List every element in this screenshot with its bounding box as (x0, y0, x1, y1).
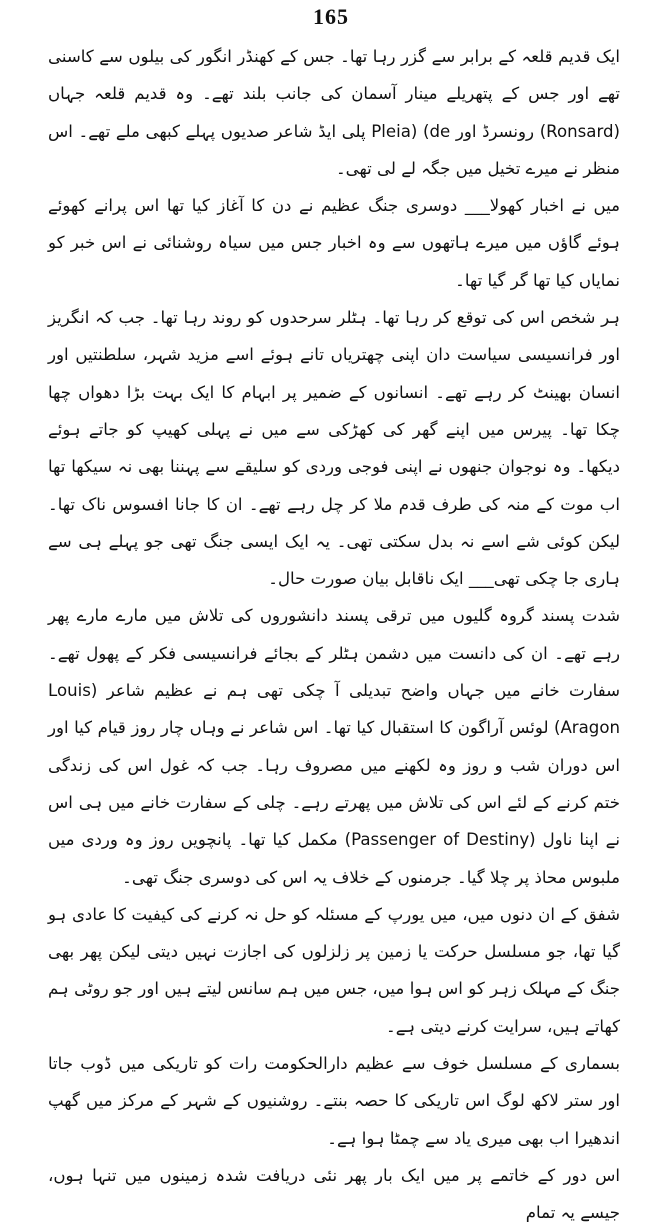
paragraph-text: ایک قدیم قلعہ کے برابر سے گزر رہا تھا۔ جس کے کھنڈر انگور کی بیلوں سے کاسنی تھے اور جس کے پتھریلے مینار آسمان کی جانب بلند تھے۔ وہ قدیم قلعہ جہاں (Ronsard) رونسرڈ اور Pleia) (de پلی ایڈ شاعر صدیوں پہلے کبھی ملے تھے۔ اس منظر نے میرے تخیل میں جگہ لے لی تھی۔ (48, 47, 620, 178)
paragraph (48, 299, 620, 597)
paragraph (48, 38, 620, 187)
paragraph (48, 1045, 620, 1157)
paragraph (48, 896, 620, 1045)
paragraph (48, 1157, 620, 1232)
paragraph-text: اس دور کے خاتمے پر میں ایک بار پھر نئی دریافت شدہ زمینوں میں تنہا ہوں، جیسے یہ تمام (48, 1165, 620, 1223)
paragraph (48, 597, 620, 895)
page-body (48, 38, 620, 1232)
paragraph-text: میں نے اخبار کھولا___ دوسری جنگ عظیم نے دن کا آغاز کیا تھا اس پرانے کھوئے ہوئے گاؤں میں میرے ہاتھوں سے وہ اخبار جس میں سیاہ روشنائی نے اس خبر کو نمایاں کیا تھا گر گیا تھا۔ (48, 196, 620, 290)
paragraph-text: بسماری کے مسلسل خوف سے عظیم دارالحکومت رات کو تاریکی میں ڈوب جاتا اور ستر لاکھ لوگ اس تاریکی کا حصہ بنتے۔ روشنیوں کے شہر کے مرکز میں گھپ اندھیرا اب بھی میری یاد سے چمٹا ہوا ہے۔ (48, 1054, 620, 1148)
page-number: 165 (313, 4, 349, 29)
paragraph-text: شفق کے ان دنوں میں، میں یورپ کے مسئلہ کو حل نہ کرنے کی کیفیت کا عادی ہو گیا تھا، جو مسلسل حرکت یا زمین پر زلزلوں کی اجازت نہیں دیتی لیکن پھر بھی جنگ کے مہلک زہر کو اس ہوا میں، جس میں ہم سانس لیتے ہیں اور جو روٹی ہم کھاتے ہیں، سرایت کرنے دیتی ہے۔ (48, 904, 620, 1036)
paragraph-text: شدت پسند گروہ گلیوں میں ترقی پسند دانشوروں کی تلاش میں مارے مارے پھر رہے تھے۔ ان کی دانست میں دشمن ہٹلر کے بجائے فرانسیسی فکر کے پھول تھے۔ سفارت خانے میں جہاں واضح تبدیلی آ چکی تھی ہم نے عظیم شاعر (Louis Aragon) لوئس آراگون کا استقبال کیا تھا۔ اس شاعر نے وہاں چار روز قیام کیا اور اس دوران شب و روز وہ لکھنے میں مصروف رہا۔ جب کہ غول اس کی زندگی ختم کرنے کے لئے اس کی تلاش میں پھرتے رہے۔ چلی کے سفارت خانے میں ہی اس نے اپنا ناول (Passenger of Destiny) مکمل کیا تھا۔ پانچویں روز وہ وردی میں ملبوس محاذ پر چلا گیا۔ جرمنوں کے خلاف یہ اس کی دوسری جنگ تھی۔ (48, 606, 620, 887)
paragraph (48, 187, 620, 299)
paragraph-text: ہر شخص اس کی توقع کر رہا تھا۔ ہٹلر سرحدوں کو روند رہا تھا۔ جب کہ انگریز اور فرانسیسی سیاست دان اپنی چھتریاں تانے ہوئے اسے مزید شہر، سلطنتیں اور انسان بھینٹ کر رہے تھے۔ انسانوں کے ضمیر پر ابہام کا ایک بہت بڑا دھواں چھا چکا تھا۔ پیرس میں اپنے گھر کی کھڑکی سے میں نے پہلی کھیپ کو جاتے ہوئے دیکھا۔ وہ نوجوان جنھوں نے اپنی فوجی وردی کو سلیقے سے پہننا بھی نہ سیکھا تھا اب موت کے منہ کی طرف قدم ملا کر چل رہے تھے۔ ان کا جانا افسوس ناک تھا۔ لیکن کوئی شے اسے نہ بدل سکتی تھی۔ یہ ایک ایسی جنگ تھی جو پہلے ہی سے ہاری جا چکی تھی___ ایک ناقابل بیان صورت حال۔ (48, 308, 620, 589)
